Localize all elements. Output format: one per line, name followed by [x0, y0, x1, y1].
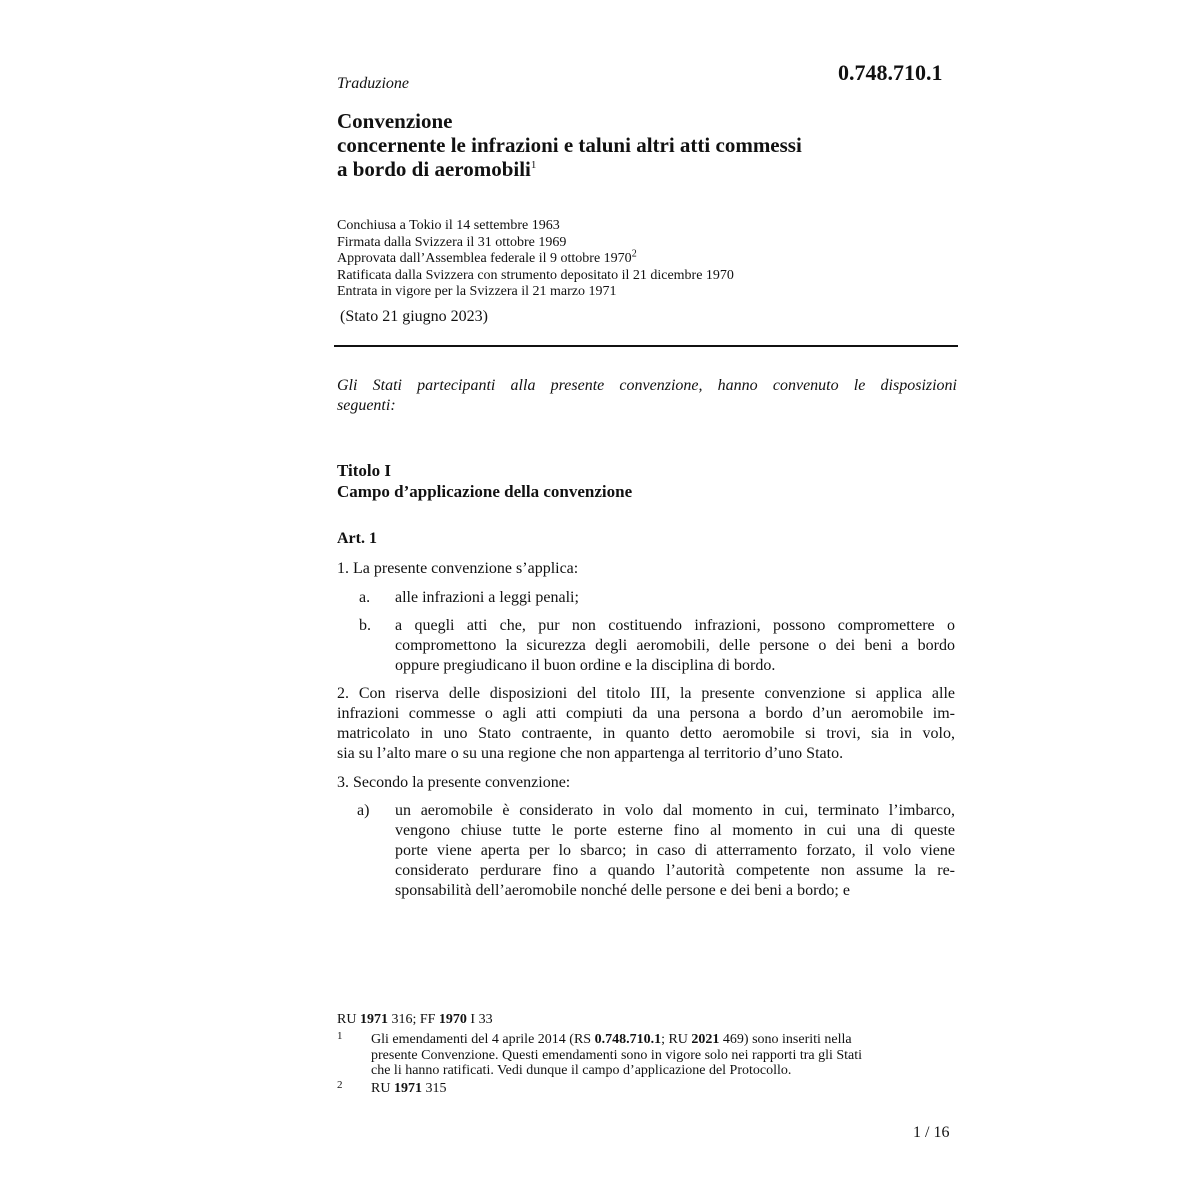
- fn1-text-a: Gli emendamenti del 4 aprile 2014 (RS: [371, 1032, 595, 1047]
- title-line-1: Convenzione: [337, 109, 453, 133]
- footnote-1-number: 1: [337, 1030, 343, 1042]
- meta-in-force: Entrata in vigore per la Svizzera il 21 marzo 1971: [337, 284, 617, 299]
- section-heading: [337, 460, 632, 502]
- header-divider: [334, 345, 958, 347]
- paragraph-2-line-4: sia su l’alto mare o su una regione che non appartenga al territorio d’uno Stato.: [337, 745, 844, 762]
- list-item-b-line-2: compromettono la sicurezza degli aeromobili, delle persone o dei beni a bordo: [395, 637, 955, 654]
- document-title: [337, 109, 937, 181]
- titolo-subheading: Campo d’applicazione della convenzione: [337, 482, 633, 501]
- title-line-3: [337, 157, 937, 181]
- fn1-ru-year: 2021: [691, 1032, 720, 1047]
- footnote-1-line-1: [371, 1032, 951, 1048]
- paragraph-2-line-2: infrazioni commesse o agli atti compiuti da una persona a bordo d’un aeromobile im-: [337, 705, 955, 722]
- list-item-3a-text: [395, 801, 955, 901]
- source-ru-page: 316; FF: [387, 1012, 439, 1027]
- footnote-1-text: [371, 1032, 951, 1079]
- source-ru-year: 1971: [359, 1012, 388, 1027]
- list-item-3a-line-2: vengono chiuse tutte le porte esterne fino al momento in cui una di queste: [395, 822, 955, 839]
- page-number: 1 / 16: [913, 1124, 950, 1141]
- list-item-3a-line-5: sponsabilità dell’aeromobile nonché delle persone e dei beni a bordo; e: [395, 882, 850, 899]
- footnote-source: [337, 1012, 493, 1028]
- footnote-1-line-2: presente Convenzione. Questi emendamenti sono in vigore solo nei rapporti tra gli Stati: [371, 1047, 863, 1063]
- fn1-rs-number[interactable]: 0.748.710.1: [594, 1032, 662, 1047]
- paragraph-2: [337, 684, 955, 764]
- footnote-2-text: [371, 1081, 951, 1097]
- source-ff-page: I 33: [466, 1012, 493, 1027]
- sr-number: 0.748.710.1: [838, 60, 943, 85]
- meta-ratified: Ratificata dalla Svizzera con strumento depositato il 21 dicembre 1970: [337, 267, 734, 283]
- fn2-ru-year: 1971: [393, 1081, 422, 1096]
- fn2-ru-page: 315: [421, 1081, 447, 1096]
- paragraph-3: 3. Secondo la presente convenzione:: [337, 774, 571, 791]
- source-ru-label: RU: [337, 1012, 360, 1027]
- title-line-2: concernente le infrazioni e taluni altri atti commessi: [337, 133, 802, 157]
- paragraph-1: 1. La presente convenzione s’applica:: [337, 560, 579, 577]
- translation-label: Traduzione: [337, 75, 410, 92]
- fn2-ru-label: RU: [371, 1081, 394, 1096]
- list-item-3a-line-4: considerato perdurare fino a quando l’autorità competente non assume la re-: [395, 862, 955, 879]
- list-item-a-text: alle infrazioni a leggi penali;: [395, 589, 579, 606]
- paragraph-2-line-3: matricolato in uno Stato contraente, in quanto detto aeromobile si trovi, sia in volo,: [337, 725, 955, 742]
- meta-approved: [337, 248, 734, 268]
- paragraph-2-line-1: 2. Con riserva delle disposizioni del titolo III, la presente convenzione si applica alle: [337, 685, 955, 702]
- list-item-b-line-3: oppure pregiudicano il buon ordine e la disciplina di bordo.: [395, 657, 776, 674]
- status-date: (Stato 21 giugno 2023): [340, 308, 488, 325]
- meta-signed: Firmata dalla Svizzera il 31 ottobre 1969: [337, 234, 567, 250]
- footnote-2: [337, 1081, 957, 1101]
- titolo-heading: Titolo I: [337, 461, 392, 480]
- preamble-line-2: seguenti:: [337, 397, 396, 414]
- footnote-ref-1[interactable]: 1: [530, 159, 537, 171]
- footnote-ref-2[interactable]: 2: [631, 248, 637, 260]
- meta-approved-text: Approvata dall’Assemblea federale il 9 ottobre 1970: [337, 251, 632, 266]
- meta-concluded: Conchiusa a Tokio il 14 settembre 1963: [337, 218, 560, 233]
- list-item-b-text: [395, 616, 955, 676]
- footnote-1-line-3: che li hanno ratificati. Vedi dunque il campo d’applicazione del Protocollo.: [371, 1063, 792, 1078]
- footnote-2-number: 2: [337, 1079, 343, 1091]
- list-item-3a-line-1: un aeromobile è considerato in volo dal momento in cui, terminato l’imbarco,: [395, 802, 955, 819]
- list-marker-a: a.: [359, 589, 371, 606]
- preamble-line-1: Gli Stati partecipanti alla presente convenzione, hanno convenuto le disposizioni: [337, 377, 957, 394]
- list-marker-3a: a): [357, 802, 370, 819]
- article-heading: Art. 1: [337, 530, 377, 547]
- preamble: [337, 376, 957, 416]
- title-line-3-text: a bordo di aeromobili: [337, 157, 531, 181]
- fn1-text-c: 469) sono inseriti nella: [719, 1032, 852, 1047]
- document-metadata: [337, 218, 734, 301]
- list-marker-b: b.: [359, 617, 371, 634]
- fn1-text-b: ; RU: [661, 1032, 692, 1047]
- list-item-b-line-1: a quegli atti che, pur non costituendo infrazioni, possono compromettere o: [395, 617, 955, 634]
- list-item-3a-line-3: porte viene aperta per lo sbarco; in caso di atterramento forzato, il volo viene: [395, 842, 955, 859]
- source-ff-year: 1970: [438, 1012, 467, 1027]
